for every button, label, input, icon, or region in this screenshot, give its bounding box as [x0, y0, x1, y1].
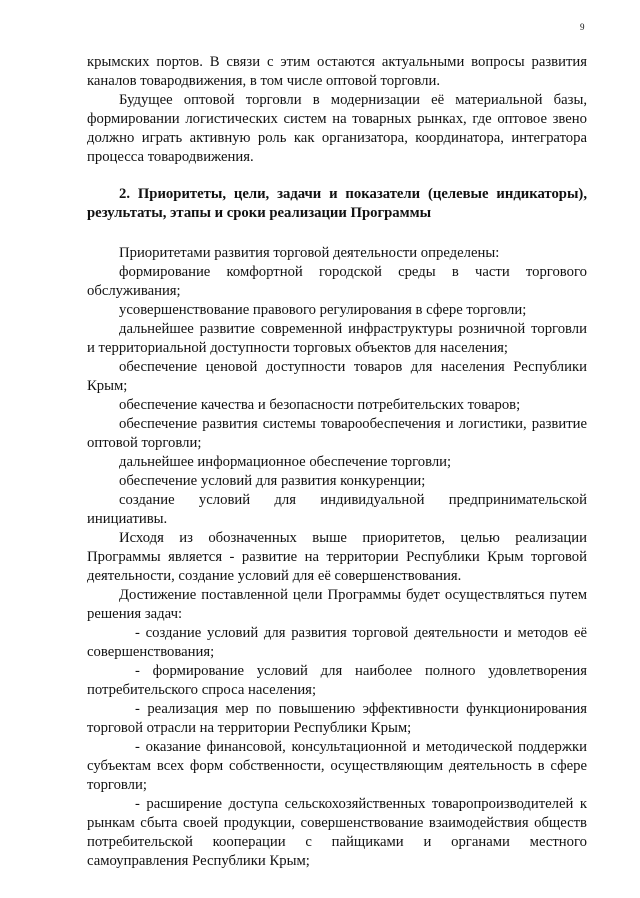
priority-item: создание условий для индивидуальной предпринимательской инициативы.	[87, 492, 587, 527]
task-item: - создание условий для развития торговой деятельности и методов её совершенствования;	[87, 625, 587, 660]
priority-item: усовершенствование правового регулирования в сфере торговли;	[119, 302, 527, 318]
section-heading: 2. Приоритеты, цели, задачи и показатели (целевые индикаторы), результаты, этапы и сроки реализации Программы	[87, 186, 587, 221]
priority-item: обеспечение качества и безопасности потребительских товаров;	[119, 397, 521, 413]
priority-item: дальнейшее информационное обеспечение торговли;	[119, 454, 452, 470]
goal-paragraph: Исходя из обозначенных выше приоритетов, целью реализации Программы является - развитие на территории Республики Крым торговой деятельности, создание условий для её совершенствования.	[87, 530, 587, 584]
priority-item: обеспечение развития системы товарообеспечения и логистики, развитие оптовой торговли;	[87, 416, 587, 451]
page-number: 9	[580, 22, 585, 32]
document-body	[87, 53, 587, 871]
priority-item: обеспечение условий для развития конкуренции;	[119, 473, 426, 489]
intro-paragraph-2: Будущее оптовой торговли в модернизации её материальной базы, формировании логистических систем на товарных рынках, где оптовое звено должно играть активную роль как организатора, координатора, интегратора процесса товародвижения.	[87, 92, 587, 165]
task-item: - реализация мер по повышению эффективности функционирования торговой отрасли на территории Республики Крым;	[87, 701, 587, 736]
priority-item: формирование комфортной городской среды в части торгового обслуживания;	[87, 264, 587, 299]
task-item: - расширение доступа сельскохозяйственных товаропроизводителей к рынкам сбыта своей продукции, совершенствование взаимодействия обществ потребительской кооперации с пайщиками и органами местного самоуправления Республики Крым;	[87, 796, 587, 869]
intro-paragraph-1: крымских портов. В связи с этим остаются актуальными вопросы развития каналов товародвижения, в том числе оптовой торговли.	[87, 54, 587, 89]
priority-item: обеспечение ценовой доступности товаров для населения Республики Крым;	[87, 359, 587, 394]
tasks-intro: Достижение поставленной цели Программы будет осуществляться путем решения задач:	[87, 587, 587, 622]
priorities-intro: Приоритетами развития торговой деятельности определены:	[119, 245, 500, 261]
priority-item: дальнейшее развитие современной инфраструктуры розничной торговли и территориальной доступности торговых объектов для населения;	[87, 321, 587, 356]
task-item: - оказание финансовой, консультационной и методической поддержки субъектам всех форм собственности, осуществляющим деятельность в сфере торговли;	[87, 739, 587, 793]
task-item: - формирование условий для наиболее полного удовлетворения потребительского спроса населения;	[87, 663, 587, 698]
